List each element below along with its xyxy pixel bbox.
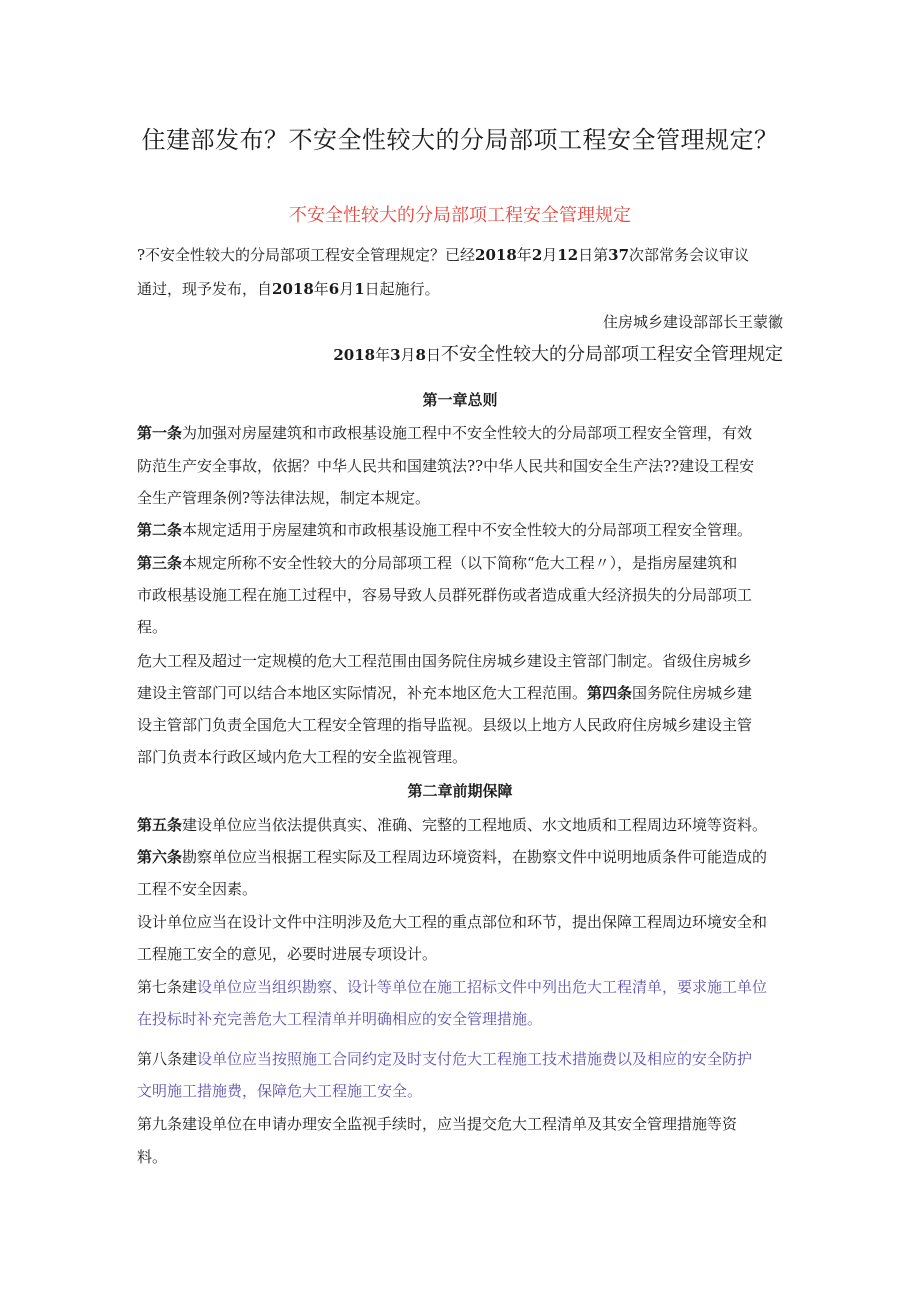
article-6-line-2: 工程不安全因素。: [137, 880, 258, 898]
article-1-line-3: 全生产管理条例?等法律法规，制定本规定。: [137, 489, 431, 507]
intro-line-1: ?不安全性较大的分局部项工程安全管理规定？已经2018年2月12日第37次部常务会议审议: [137, 246, 750, 264]
paragraph-4-line-2: 建设主管部门可以结合本地区实际情况，补充本地区危大工程范围。第四条国务院住房城乡建: [137, 684, 753, 702]
minister-signature: 住房城乡建设部部长王蒙徽: [602, 313, 783, 331]
article-6-line-1: 第六条勘察单位应当根据工程实际及工程周边环境资料，在勘察文件中说明地质条件可能造成的: [137, 848, 768, 866]
regulation-subtitle: 不安全性较大的分局部项工程安全管理规定: [289, 205, 631, 226]
article-5-line-1: 第五条建设单位应当依法提供真实、准确、完整的工程地质、水文地质和工程周边环境等资料。: [137, 816, 768, 834]
document-title: 住建部发布？不安全性较大的分局部项工程安全管理规定？: [141, 126, 779, 154]
intro-line-2: 通过，现予发布，自2018年6月1日起施行。: [137, 280, 440, 298]
article-9-line-2: 料。: [137, 1148, 168, 1166]
paragraph-4-line-4: 部门负责本行政区域内危大工程的安全监视管理。: [137, 748, 468, 766]
paragraph-4-line-1: 危大工程及超过一定规模的危大工程范围由国务院住房城乡建设主管部门制定。省级住房城乡: [137, 652, 753, 670]
article-1-line-2: 防范生产安全事故，依据？中华人民共和国建筑法??中华人民共和国安全生产法??建设工程安: [137, 457, 755, 475]
article-7-line-2: 在投标时补充完善危大工程清单并明确相应的安全管理措施。: [137, 1010, 543, 1028]
chapter-2-heading: 第二章前期保障: [407, 782, 513, 800]
paragraph-4-line-3: 设主管部门负责全国危大工程安全管理的指导监视。县级以上地方人民政府住房城乡建设主管: [137, 716, 753, 734]
paragraph-6b-line-2: 工程施工安全的意见，必要时进展专项设计。: [137, 945, 438, 963]
dateline: 2018年3月8日不安全性较大的分局部项工程安全管理规定: [333, 344, 783, 365]
article-7-line-1: 第七条建设单位应当组织勘察、设计等单位在施工招标文件中列出危大工程清单，要求施工单位: [137, 978, 768, 996]
chapter-1-heading: 第一章总则: [422, 391, 498, 409]
article-1-line-1: 第一条为加强对房屋建筑和市政根基设施工程中不安全性较大的分局部项工程安全管理，有效: [137, 424, 753, 442]
article-8-line-2: 文明施工措施费，保障危大工程施工安全。: [137, 1082, 423, 1100]
article-2-line-1: 第二条本规定适用于房屋建筑和市政根基设施工程中不安全性较大的分局部项工程安全管理。: [137, 521, 753, 539]
article-3-line-2: 市政根基设施工程在施工过程中，容易导致人员群死群伤或者造成重大经济损失的分局部项工: [137, 586, 753, 604]
paragraph-6b-line-1: 设计单位应当在设计文件中注明涉及危大工程的重点部位和环节，提出保障工程周边环境安全和: [137, 913, 768, 931]
article-8-line-1: 第八条建设单位应当按照施工合同约定及时支付危大工程施工技术措施费以及相应的安全防护: [137, 1050, 753, 1068]
article-3-line-3: 程。: [137, 618, 168, 636]
article-3-line-1: 第三条本规定所称不安全性较大的分局部项工程（以下简称“危大工程〃），是指房屋建筑和: [137, 554, 738, 572]
article-9-line-1: 第九条建设单位在申请办理安全监视手续时，应当提交危大工程清单及其安全管理措施等资: [137, 1115, 738, 1133]
